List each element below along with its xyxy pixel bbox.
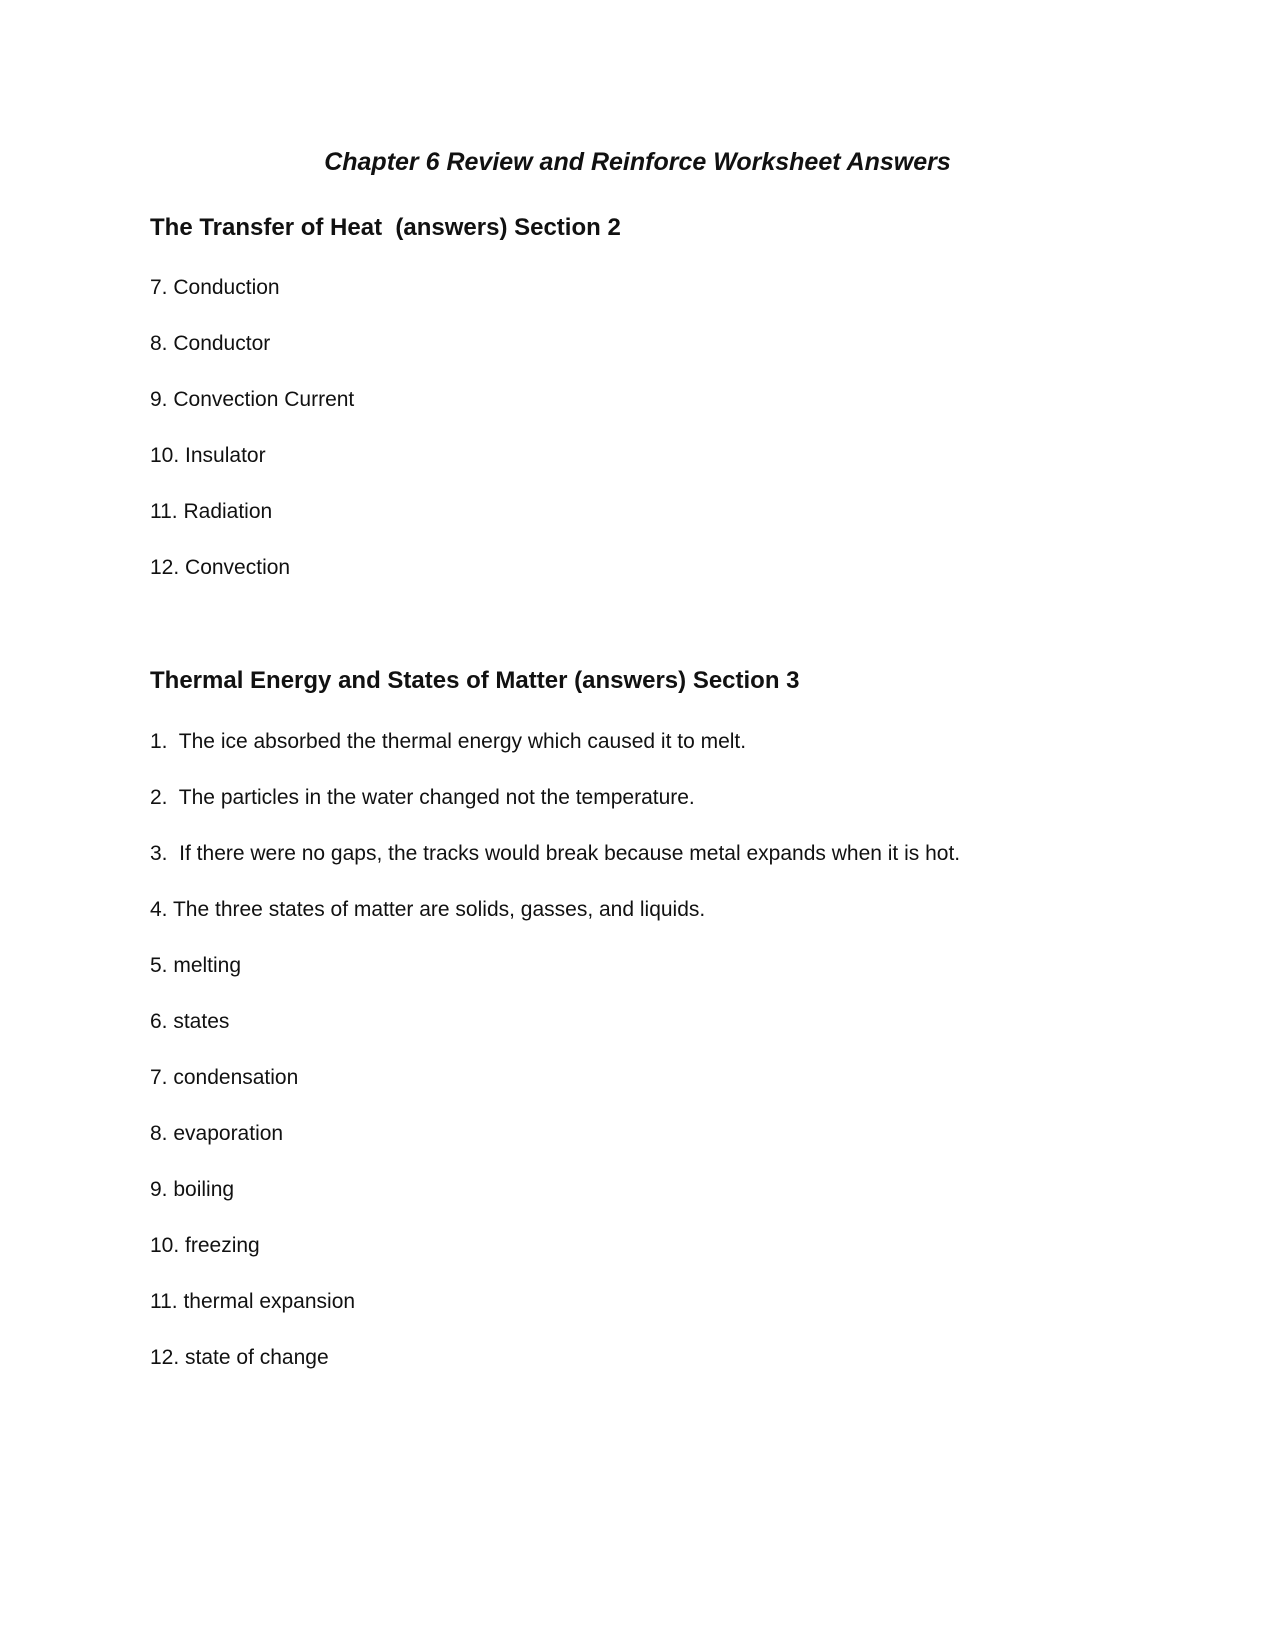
answer-list-section-3: [150, 728, 960, 1400]
list-item: 10. Insulator: [150, 444, 266, 467]
list-item: 9. Convection Current: [150, 388, 355, 411]
list-item: 5. melting: [150, 954, 242, 977]
section-heading-thermal-energy: Thermal Energy and States of Matter (answers) Section 3: [150, 667, 800, 694]
list-item: 3. If there were no gaps, the tracks would break because metal expands when it is hot.: [150, 842, 961, 865]
answer-list-section-2: [150, 274, 354, 610]
list-item: 11. Radiation: [150, 500, 273, 523]
list-item: 11. thermal expansion: [150, 1290, 356, 1313]
list-item: 4. The three states of matter are solids, gasses, and liquids.: [150, 898, 706, 921]
list-item: 1. The ice absorbed the thermal energy which caused it to melt.: [150, 730, 747, 753]
list-item: 8. evaporation: [150, 1122, 284, 1145]
list-item: 2. The particles in the water changed not the temperature.: [150, 786, 695, 809]
list-item: 10. freezing: [150, 1234, 260, 1257]
list-item: 9. boiling: [150, 1178, 235, 1201]
document-title: Chapter 6 Review and Reinforce Worksheet Answers: [324, 148, 951, 176]
list-item: 7. condensation: [150, 1066, 299, 1089]
list-item: 6. states: [150, 1010, 230, 1033]
list-item: 12. Convection: [150, 556, 291, 579]
list-item: 8. Conductor: [150, 332, 271, 355]
section-heading-transfer-of-heat: The Transfer of Heat (answers) Section 2: [150, 214, 621, 241]
list-item: 12. state of change: [150, 1346, 329, 1369]
list-item: 7. Conduction: [150, 276, 280, 299]
